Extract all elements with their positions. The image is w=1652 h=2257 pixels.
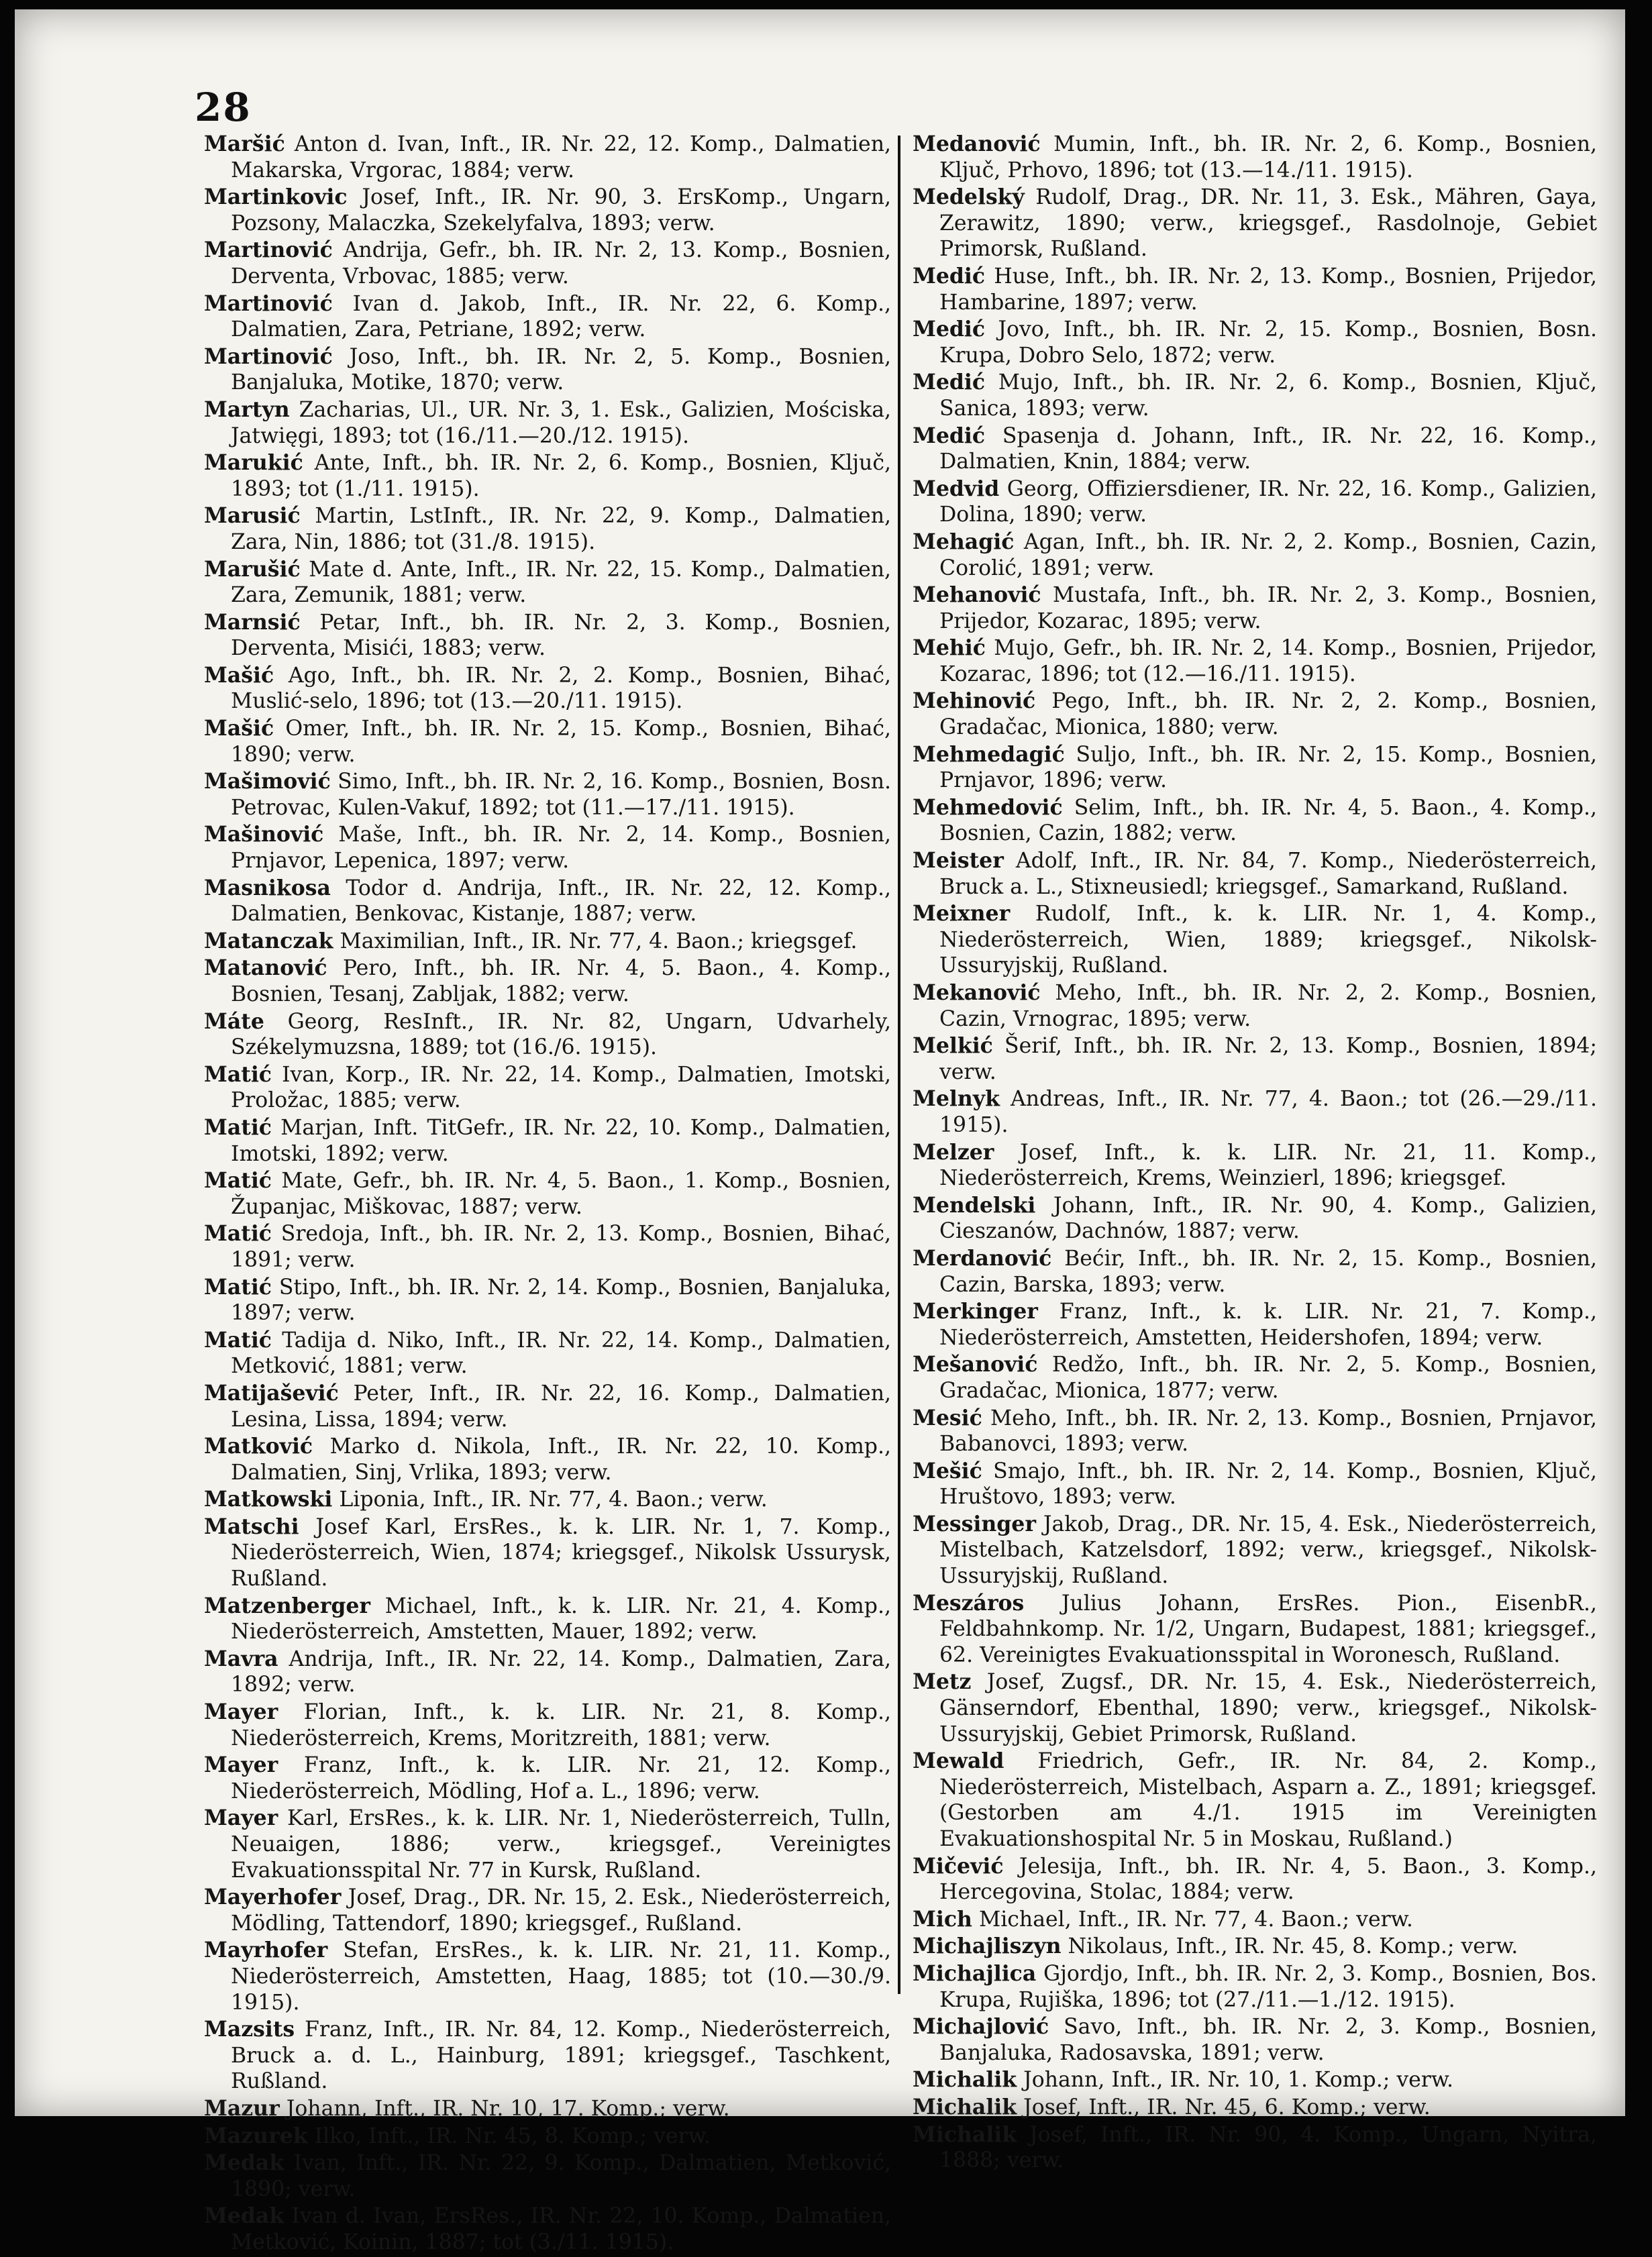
list-item bbox=[204, 1168, 891, 1220]
list-item bbox=[204, 450, 891, 502]
entry-surname: Mekanović bbox=[913, 980, 1041, 1005]
list-item bbox=[204, 1514, 891, 1592]
entry-details: Ilko, Inft., IR. Nr. 45, 8. Komp.; verw. bbox=[314, 2123, 711, 2148]
entry-surname: Martinkovic bbox=[204, 185, 348, 210]
entry-details: Andrija, Inft., IR. Nr. 22, 14. Komp., Dalmatien, Zara, 1892; verw. bbox=[231, 1646, 891, 1697]
list-item bbox=[913, 2067, 1597, 2093]
entry-details: Nikolaus, Inft., IR. Nr. 45, 8. Komp.; verw. bbox=[1068, 1934, 1518, 1959]
entry-surname: Mazurek bbox=[204, 2123, 308, 2148]
list-item bbox=[913, 795, 1597, 847]
list-item bbox=[204, 1487, 891, 1513]
list-item bbox=[913, 688, 1597, 740]
entry-surname: Meixner bbox=[913, 901, 1011, 927]
entry-surname: Mehagić bbox=[913, 529, 1015, 554]
entry-surname: Mazsits bbox=[204, 2017, 295, 2042]
entry-surname: Mavra bbox=[204, 1646, 278, 1671]
entry-details: Stefan, ErsRes., k. k. LIR. Nr. 21, 11. Komp., Niederösterreich, Amstetten, Haag, 1885; tot (10.—30./9. 1915). bbox=[231, 1938, 891, 2015]
entry-surname: Michalik bbox=[913, 2067, 1017, 2093]
entry-surname: Marukić bbox=[204, 450, 303, 476]
list-item bbox=[204, 822, 891, 874]
list-item bbox=[913, 1299, 1597, 1351]
entry-details: Michael, Inft., k. k. LIR. Nr. 21, 4. Komp., Niederösterreich, Amstetten, Mauer, 1892; verw. bbox=[231, 1593, 891, 1644]
entry-details: Johann, Inft., IR. Nr. 90, 4. Komp., Galizien, Cieszanów, Dachnów, 1887; verw. bbox=[939, 1193, 1598, 1244]
entry-surname: Mešić bbox=[913, 1458, 982, 1483]
list-item bbox=[204, 929, 891, 955]
entry-surname: Marušić bbox=[204, 556, 301, 582]
entry-details: Ago, Inft., bh. IR. Nr. 2, 2. Komp., Bosnien, Bihać, Muslić-selo, 1896; tot (13.—20./11. 1915). bbox=[231, 663, 891, 714]
entry-details: Spasenja d. Johann, Inft., IR. Nr. 22, 16. Komp., Dalmatien, Knin, 1884; verw. bbox=[939, 423, 1598, 474]
entry-surname: Mesić bbox=[913, 1405, 982, 1430]
entry-surname: Mazur bbox=[204, 2095, 280, 2121]
entry-surname: Matschi bbox=[204, 1514, 299, 1539]
list-item bbox=[913, 1459, 1597, 1510]
list-item bbox=[204, 1275, 891, 1326]
entry-surname: Matijašević bbox=[204, 1380, 339, 1406]
entry-details: Josef, Inft., IR. Nr. 90, 4. Komp., Ungarn, Nyitra, 1888; verw. bbox=[939, 2122, 1598, 2173]
list-item bbox=[204, 1805, 891, 1883]
entry-details: Mustafa, Inft., bh. IR. Nr. 2, 3. Komp., Bosnien, Prijedor, Kozarac, 1895; verw. bbox=[939, 583, 1597, 633]
entry-details: Ivan, Korp., IR. Nr. 22, 14. Komp., Dalmatien, Imotski, Proložac, 1885; verw. bbox=[231, 1062, 891, 1113]
entry-details: Bećir, Inft., bh. IR. Nr. 2, 15. Komp., Bosnien, Cazin, Barska, 1893; verw. bbox=[939, 1246, 1598, 1297]
entry-details: Peter, Inft., IR. Nr. 22, 16. Komp., Dalmatien, Lesina, Lissa, 1894; verw. bbox=[231, 1381, 891, 1432]
entry-details: Josef, Zugsf., DR. Nr. 15, 4. Esk., Niederösterreich, Gänserndorf, Ebenthal, 1890; verw., kriegsgef., Nikolsk-Ussuryjskij, Gebiet Primorsk, Rußland. bbox=[939, 1670, 1597, 1746]
list-item bbox=[913, 1140, 1597, 1192]
list-item bbox=[913, 848, 1597, 900]
entry-surname: Mendelski bbox=[913, 1192, 1036, 1218]
entry-surname: Marnsić bbox=[204, 609, 301, 635]
list-item bbox=[913, 132, 1597, 183]
entry-details: Ante, Inft., bh. IR. Nr. 2, 6. Komp., Bosnien, Ključ, 1893; tot (1./11. 1915). bbox=[231, 451, 892, 501]
entry-details: Meho, Inft., bh. IR. Nr. 2, 2. Komp., Bosnien, Cazin, Vrnograc, 1895; verw. bbox=[939, 981, 1597, 1031]
entry-surname: Maršić bbox=[204, 132, 285, 156]
entry-surname: Matković bbox=[204, 1434, 313, 1459]
entry-details: Tadija d. Niko, Inft., IR. Nr. 22, 14. Komp., Dalmatien, Metković, 1881; verw. bbox=[231, 1328, 891, 1379]
entry-details: Liponia, Inft., IR. Nr. 77, 4. Baon.; verw. bbox=[339, 1487, 768, 1512]
list-item bbox=[204, 132, 891, 183]
entry-surname: Michajlović bbox=[913, 2014, 1049, 2040]
list-item bbox=[204, 291, 891, 343]
entry-details: Mujo, Gefr., bh. IR. Nr. 2, 14. Komp., Bosnien, Prijedor, Kozarac, 1896; tot (12.—16./11. 1915). bbox=[939, 636, 1598, 686]
list-item bbox=[913, 423, 1597, 475]
entry-surname: Martinović bbox=[204, 291, 333, 316]
entry-details: Josef, Inft., IR. Nr. 45, 6. Komp.; verw. bbox=[1023, 2095, 1431, 2119]
list-item bbox=[913, 1907, 1597, 1933]
list-item bbox=[204, 1593, 891, 1645]
list-item bbox=[913, 476, 1597, 528]
entry-details: Zacharias, Ul., UR. Nr. 3, 1. Esk., Galizien, Mościska, Jatwięgi, 1893; tot (16./11.—20./12. 1915). bbox=[231, 397, 891, 448]
entry-details: Rudolf, Drag., DR. Nr. 11, 3. Esk., Mähren, Gaya, Zerawitz, 1890; verw., kriegsgef., Rasdolnoje, Gebiet Primorsk, Rußland. bbox=[939, 185, 1598, 262]
entry-surname: Medić bbox=[913, 370, 986, 395]
list-item bbox=[204, 1221, 891, 1273]
list-item bbox=[913, 582, 1597, 634]
entry-surname: Mich bbox=[913, 1906, 972, 1932]
list-item bbox=[913, 742, 1597, 794]
entry-details: Selim, Inft., bh. IR. Nr. 4, 5. Baon., 4. Komp., Bosnien, Cazin, 1882; verw. bbox=[939, 795, 1597, 846]
entry-details: Petar, Inft., bh. IR. Nr. 2, 3. Komp., Bosnien, Derventa, Misići, 1883; verw. bbox=[231, 610, 892, 661]
entry-surname: Medvid bbox=[913, 476, 1000, 501]
entry-surname: Marusić bbox=[204, 503, 301, 529]
list-item bbox=[204, 610, 891, 662]
list-item bbox=[204, 2150, 891, 2202]
entry-surname: Medak bbox=[204, 2203, 285, 2229]
entry-details: Stipo, Inft., bh. IR. Nr. 2, 14. Komp., Bosnien, Banjaluka, 1897; verw. bbox=[231, 1275, 891, 1326]
entry-details: Agan, Inft., bh. IR. Nr. 2, 2. Komp., Bosnien, Cazin, Corolić, 1891; verw. bbox=[939, 529, 1598, 580]
entry-surname: Mayer bbox=[204, 1805, 278, 1831]
list-item bbox=[913, 1406, 1597, 1457]
list-item bbox=[204, 2123, 891, 2150]
entry-details: Georg, ResInft., IR. Nr. 82, Ungarn, Udvarhely, Székelymuzsna, 1889; tot (16./6. 1915). bbox=[231, 1009, 892, 1060]
entry-details: Gjordjo, Inft., bh. IR. Nr. 2, 3. Komp., Bosnien, Bos. Krupa, Rujiška, 1896; tot (27./11.—1./12. 1915). bbox=[939, 1961, 1597, 2012]
entry-details: Franz, Inft., IR. Nr. 84, 12. Komp., Niederösterreich, Bruck a. d. L., Hainburg, 1891; kriegsgef., Taschkent, Rußland. bbox=[231, 2017, 891, 2094]
entry-surname: Michajlica bbox=[913, 1960, 1037, 1986]
entry-surname: Mayer bbox=[204, 1699, 278, 1725]
entry-details: Joso, Inft., bh. IR. Nr. 2, 5. Komp., Bosnien, Banjaluka, Motike, 1870; verw. bbox=[231, 344, 892, 395]
entry-surname: Mašić bbox=[204, 662, 274, 688]
list-item bbox=[913, 1934, 1597, 1960]
entry-surname: Mayerhofer bbox=[204, 1885, 342, 1910]
list-item bbox=[913, 1512, 1597, 1589]
list-item bbox=[204, 503, 891, 555]
list-item bbox=[204, 344, 891, 396]
entry-surname: Matić bbox=[204, 1327, 272, 1353]
list-item bbox=[204, 1009, 891, 1061]
entry-details: Josef Karl, ErsRes., k. k. LIR. Nr. 1, 7. Komp., Niederösterreich, Wien, 1874; kriegsgef., Nikolsk Ussurysk, Rußland. bbox=[231, 1514, 891, 1591]
list-item bbox=[204, 1328, 891, 1379]
entry-surname: Mašimović bbox=[204, 769, 331, 794]
entry-surname: Mešanović bbox=[913, 1352, 1038, 1377]
entry-details: Jovo, Inft., bh. IR. Nr. 2, 15. Komp., Bosnien, Bosn. Krupa, Dobro Selo, 1872; verw. bbox=[939, 317, 1597, 368]
entry-details: Mumin, Inft., bh. IR. Nr. 2, 6. Komp., Bosnien, Ključ, Prhovo, 1896; tot (13.—14./11. 1915). bbox=[939, 132, 1597, 182]
entry-details: Sredoja, Inft., bh. IR. Nr. 2, 13. Komp., Bosnien, Bihać, 1891; verw. bbox=[231, 1222, 891, 1272]
list-item bbox=[913, 264, 1597, 315]
list-item bbox=[913, 1591, 1597, 1669]
entry-details: Mate, Gefr., bh. IR. Nr. 4, 5. Baon., 1. Komp., Bosnien, Županjac, Miškovac, 1887; verw. bbox=[231, 1169, 892, 1219]
page-number: 28 bbox=[195, 85, 252, 130]
list-item bbox=[204, 2203, 891, 2255]
entry-details: Ivan d. Ivan, ErsRes., IR. Nr. 22, 10. Komp., Dalmatien, Metković, Koinin, 1887; tot (3./11. 1915). bbox=[231, 2204, 892, 2254]
entry-details: Johann, Inft., IR. Nr. 10, 1. Komp.; verw. bbox=[1023, 2068, 1454, 2093]
entry-details: Johann, Inft., IR. Nr. 10, 17. Komp.; verw. bbox=[286, 2096, 730, 2121]
entry-surname: Melnyk bbox=[913, 1086, 1000, 1112]
entry-details: Ivan, Inft., IR. Nr. 22, 9. Komp., Dalmatien, Metković, 1890; verw. bbox=[231, 2151, 891, 2201]
entry-surname: Medić bbox=[913, 423, 986, 448]
entry-surname: Matanczak bbox=[204, 928, 333, 953]
list-item bbox=[204, 238, 891, 289]
entry-details: Redžo, Inft., bh. IR. Nr. 2, 5. Komp., Bosnien, Gradačac, Mionica, 1877; verw. bbox=[939, 1353, 1597, 1403]
entry-surname: Medak bbox=[204, 2150, 285, 2176]
list-item bbox=[204, 663, 891, 715]
entry-details: Karl, ErsRes., k. k. LIR. Nr. 1, Niederösterreich, Tulln, Neuaigen, 1886; verw., kriegsgef., Vereinigtes Evakuationsspital Nr. 77 in Kursk, Rußland. bbox=[231, 1806, 891, 1883]
entry-details: Meho, Inft., bh. IR. Nr. 2, 13. Komp., Bosnien, Prnjavor, Babanovci, 1893; verw. bbox=[939, 1406, 1598, 1457]
entry-details: Mujo, Inft., bh. IR. Nr. 2, 6. Komp., Bosnien, Ključ, Sanica, 1893; verw. bbox=[939, 370, 1597, 421]
list-item bbox=[913, 2095, 1597, 2121]
entry-details: Huse, Inft., bh. IR. Nr. 2, 13. Komp., Bosnien, Prijedor, Hambarine, 1897; verw. bbox=[939, 264, 1597, 315]
entry-surname: Meister bbox=[913, 848, 1004, 874]
list-item bbox=[204, 1646, 891, 1698]
entry-details: Šerif, Inft., bh. IR. Nr. 2, 13. Komp., Bosnien, 1894; verw. bbox=[939, 1034, 1598, 1084]
entry-details: Maximilian, Inft., IR. Nr. 77, 4. Baon.; kriegsgef. bbox=[340, 929, 858, 953]
entry-surname: Mehmedagić bbox=[913, 741, 1065, 767]
entry-surname: Matanović bbox=[204, 955, 327, 981]
entry-surname: Mičević bbox=[913, 1853, 1004, 1879]
list-item bbox=[204, 1752, 891, 1804]
entry-details: Josef, Inft., IR. Nr. 90, 3. ErsKomp., Ungarn, Pozsony, Malaczka, Szekelyfalva, 1893; verw. bbox=[231, 185, 891, 235]
list-item bbox=[204, 716, 891, 768]
list-item bbox=[913, 1246, 1597, 1298]
entry-details: Savo, Inft., bh. IR. Nr. 2, 3. Komp., Bosnien, Banjaluka, Radosavska, 1891; verw. bbox=[939, 2015, 1597, 2065]
entry-details: Andrija, Gefr., bh. IR. Nr. 2, 13. Komp., Bosnien, Derventa, Vrbovac, 1885; verw. bbox=[231, 238, 891, 288]
list-item bbox=[913, 980, 1597, 1032]
list-item bbox=[913, 1854, 1597, 1905]
entry-surname: Martinović bbox=[204, 238, 333, 263]
entry-surname: Metz bbox=[913, 1669, 972, 1695]
entry-surname: Michalik bbox=[913, 2121, 1017, 2147]
list-item bbox=[913, 1033, 1597, 1085]
entry-surname: Medelský bbox=[913, 185, 1025, 210]
entry-surname: Máte bbox=[204, 1008, 264, 1034]
entry-details: Franz, Inft., k. k. LIR. Nr. 21, 12. Komp., Niederösterreich, Mödling, Hof a. L., 1896; verw. bbox=[231, 1753, 891, 1803]
entry-surname: Medanović bbox=[913, 132, 1041, 156]
entry-details: Marko d. Nikola, Inft., IR. Nr. 22, 10. Komp., Dalmatien, Sinj, Vrlika, 1893; verw. bbox=[231, 1434, 892, 1485]
entry-details: Anton d. Ivan, Inft., IR. Nr. 22, 12. Komp., Dalmatien, Makarska, Vrgorac, 1884; verw. bbox=[231, 132, 891, 182]
entry-details: Todor d. Andrija, Inft., IR. Nr. 22, 12. Komp., Dalmatien, Benkovac, Kistanje, 1887; verw. bbox=[231, 876, 891, 927]
entry-surname: Matić bbox=[204, 1274, 272, 1300]
list-item bbox=[204, 1062, 891, 1114]
entry-surname: Matić bbox=[204, 1221, 272, 1247]
list-item bbox=[204, 2017, 891, 2095]
list-item bbox=[204, 1938, 891, 2015]
entry-surname: Matić bbox=[204, 1114, 272, 1140]
list-item bbox=[913, 317, 1597, 368]
entry-details: Adolf, Inft., IR. Nr. 84, 7. Komp., Niederösterreich, Bruck a. L., Stixneusiedl; kriegsgef., Samarkand, Rußland. bbox=[939, 849, 1598, 899]
list-item bbox=[913, 901, 1597, 979]
entry-surname: Matkowski bbox=[204, 1487, 333, 1512]
list-item bbox=[913, 2122, 1597, 2174]
list-item bbox=[204, 769, 891, 821]
list-item bbox=[204, 876, 891, 927]
list-item bbox=[913, 1193, 1597, 1245]
entry-surname: Mayer bbox=[204, 1752, 278, 1778]
entry-details: Franz, Inft., k. k. LIR. Nr. 21, 7. Komp., Niederösterreich, Amstetten, Heidershofen, 1894; verw. bbox=[939, 1300, 1597, 1350]
entry-surname: Matić bbox=[204, 1061, 272, 1087]
entry-details: Andreas, Inft., IR. Nr. 77, 4. Baon.; tot (26.—29./11. 1915). bbox=[939, 1087, 1598, 1137]
entry-surname: Michalik bbox=[913, 2094, 1017, 2119]
entry-details: Friedrich, Gefr., IR. Nr. 84, 2. Komp., Niederösterreich, Mistelbach, Asparn a. Z., 1891; kriegsgef. (Gestorben am 4./1. 1915 im Vereinigten Evakuationshospital Nr. 5 in Moskau, Rußland.) bbox=[939, 1749, 1597, 1851]
entry-surname: Mehić bbox=[913, 635, 986, 661]
entry-details: Michael, Inft., IR. Nr. 77, 4. Baon.; verw. bbox=[978, 1907, 1413, 1932]
entry-surname: Merkinger bbox=[913, 1299, 1038, 1324]
list-item bbox=[204, 1381, 891, 1432]
left-column bbox=[204, 132, 891, 2257]
entry-details: Martin, LstInft., IR. Nr. 22, 9. Komp., Dalmatien, Zara, Nin, 1886; tot (31./8. 1915). bbox=[231, 504, 891, 554]
entry-details: Josef, Drag., DR. Nr. 15, 2. Esk., Niederösterreich, Mödling, Tattendorf, 1890; kriegsgef., Rußland. bbox=[231, 1885, 892, 1936]
list-item bbox=[913, 185, 1597, 262]
entry-details: Pego, Inft., bh. IR. Nr. 2, 2. Komp., Bosnien, Gradačac, Mionica, 1880; verw. bbox=[939, 689, 1598, 740]
list-item bbox=[913, 370, 1597, 421]
entry-surname: Melzer bbox=[913, 1139, 994, 1165]
right-column bbox=[913, 132, 1597, 2175]
entry-surname: Matzenberger bbox=[204, 1593, 370, 1618]
document-page bbox=[15, 9, 1625, 2254]
list-item bbox=[913, 1669, 1597, 1747]
entry-details: Smajo, Inft., bh. IR. Nr. 2, 14. Komp., Bosnien, Ključ, Hruštovo, 1893; verw. bbox=[939, 1459, 1597, 1510]
list-item bbox=[913, 1352, 1597, 1404]
list-item bbox=[204, 1115, 891, 1167]
list-item bbox=[913, 2014, 1597, 2066]
list-item bbox=[204, 1699, 891, 1751]
entry-surname: Mehmedović bbox=[913, 794, 1063, 820]
entry-details: Rudolf, Inft., k. k. LIR. Nr. 1, 4. Komp., Niederösterreich, Wien, 1889; kriegsgef., Nikolsk-Ussuryjskij, Rußland. bbox=[939, 902, 1598, 978]
entry-details: Mate d. Ante, Inft., IR. Nr. 22, 15. Komp., Dalmatien, Zara, Zemunik, 1881; verw. bbox=[231, 557, 892, 608]
entry-surname: Medić bbox=[913, 263, 986, 288]
entry-surname: Messinger bbox=[913, 1511, 1036, 1536]
list-item bbox=[204, 185, 891, 236]
entry-details: Ivan d. Jakob, Inft., IR. Nr. 22, 6. Komp., Dalmatien, Zara, Petriane, 1892; verw. bbox=[231, 291, 891, 342]
entry-surname: Mehanović bbox=[913, 582, 1041, 608]
list-item bbox=[913, 1748, 1597, 1852]
list-item bbox=[204, 1434, 891, 1485]
entry-surname: Medić bbox=[913, 317, 986, 342]
list-item bbox=[913, 635, 1597, 687]
list-item bbox=[204, 397, 891, 449]
list-item bbox=[913, 529, 1597, 581]
entry-surname: Mašić bbox=[204, 716, 274, 741]
entry-details: Omer, Inft., bh. IR. Nr. 2, 15. Komp., Bosnien, Bihać, 1890; verw. bbox=[231, 717, 891, 767]
entry-details: Simo, Inft., bh. IR. Nr. 2, 16. Komp., Bosnien, Bosn. Petrovac, Kulen-Vakuf, 1892; tot (11.—17./11. 1915). bbox=[231, 770, 891, 820]
entry-details: Jakob, Drag., DR. Nr. 15, 4. Esk., Niederösterreich, Mistelbach, Katzelsdorf, 1892; verw., kriegsgef., Nikolsk-Ussuryjskij, Rußland. bbox=[939, 1512, 1597, 1589]
list-item bbox=[204, 2096, 891, 2122]
entry-surname: Meszáros bbox=[913, 1590, 1025, 1616]
entry-surname: Michajliszyn bbox=[913, 1934, 1062, 1959]
entry-details: Florian, Inft., k. k. LIR. Nr. 21, 8. Komp., Niederösterreich, Krems, Moritzreith, 1881; verw. bbox=[231, 1700, 891, 1750]
list-item bbox=[204, 1885, 891, 1936]
entry-details: Marjan, Inft. TitGefr., IR. Nr. 22, 10. Komp., Dalmatien, Imotski, 1892; verw. bbox=[231, 1115, 891, 1166]
entry-details: Jelesija, Inft., bh. IR. Nr. 4, 5. Baon., 3. Komp., Hercegovina, Stolac, 1884; verw. bbox=[939, 1854, 1597, 1905]
entry-details: Georg, Offiziersdiener, IR. Nr. 22, 16. Komp., Galizien, Dolina, 1890; verw. bbox=[939, 476, 1598, 527]
entry-details: Suljo, Inft., bh. IR. Nr. 2, 15. Komp., Bosnien, Prnjavor, 1896; verw. bbox=[939, 742, 1597, 793]
entry-surname: Martinović bbox=[204, 344, 333, 369]
list-item bbox=[913, 1961, 1597, 2013]
list-item bbox=[913, 1086, 1597, 1138]
entry-details: Julius Johann, ErsRes. Pion., EisenbR., Feldbahnkomp. Nr. 1/2, Ungarn, Budapest, 1881; kriegsgef., 62. Vereinigtes Evakuationsspital in Woronesch, Rußland. bbox=[939, 1591, 1597, 1667]
entry-surname: Merdanović bbox=[913, 1245, 1052, 1271]
entry-surname: Mewald bbox=[913, 1748, 1004, 1774]
list-item bbox=[204, 557, 891, 609]
entry-surname: Masnikosa bbox=[204, 875, 331, 900]
entry-surname: Mehinović bbox=[913, 688, 1036, 714]
entry-surname: Matić bbox=[204, 1168, 272, 1194]
entry-surname: Mašinović bbox=[204, 822, 324, 847]
column-divider bbox=[898, 136, 900, 1994]
entry-details: Josef, Inft., k. k. LIR. Nr. 21, 11. Komp., Niederösterreich, Krems, Weinzierl, 1896; kriegsgef. bbox=[939, 1140, 1598, 1191]
entry-details: Pero, Inft., bh. IR. Nr. 4, 5. Baon., 4. Komp., Bosnien, Tesanj, Zabljak, 1882; verw. bbox=[231, 956, 891, 1006]
entry-surname: Melkić bbox=[913, 1033, 993, 1059]
list-item bbox=[204, 955, 891, 1007]
entry-surname: Martyn bbox=[204, 397, 290, 422]
entry-surname: Mayrhofer bbox=[204, 1938, 328, 1963]
entry-details: Maše, Inft., bh. IR. Nr. 2, 14. Komp., Bosnien, Prnjavor, Lepenica, 1897; verw. bbox=[231, 823, 891, 874]
